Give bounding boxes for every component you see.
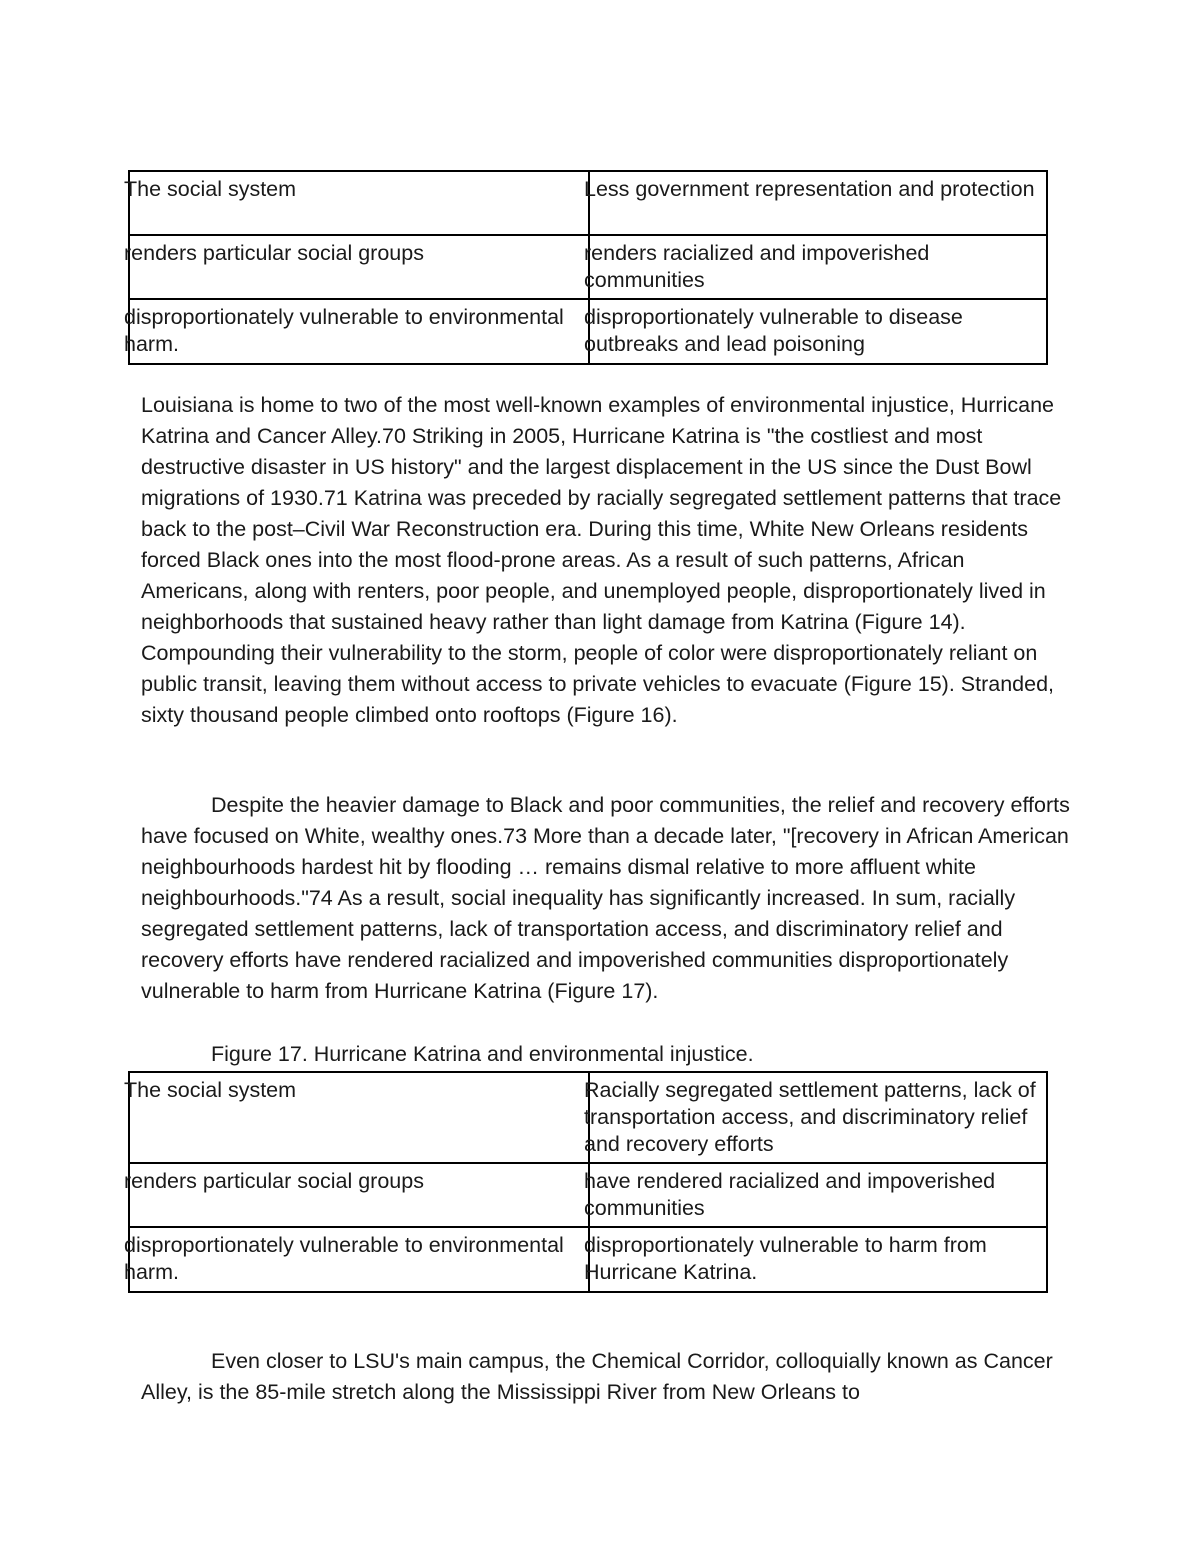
cell-text: The social system <box>124 177 297 201</box>
paragraph-katrina-intro: Louisiana is home to two of the most well-known examples of environmental injustice, Hurricane Katrina and Cancer Alley.70 Striking in 2005, Hurricane Katrina is "the costliest and most destructive disaster in US history" and the largest displacement in the US since the Dust Bowl migrations of 1930.71 Katrina was preceded by racially segregated settlement patterns that trace back to the post–Civil War Reconstruction era. During this time, White New Orleans residents forced Black ones into the most flood-prone areas. As a result of such patterns, African Americans, along with renters, poor people, and unemployed people, disproportionately lived in neighborhoods that sustained heavy rather than light damage from Katrina (Figure 14). Compounding their vulnerability to the storm, people of color were disproportionately reliant on public transit, leaving them without access to private vehicles to evacuate (Figure 15). Stranded, sixty thousand people climbed onto rooftops (Figure 16). <box>141 393 1062 727</box>
social-system-table-1 <box>124 170 1048 365</box>
table-row <box>129 1163 1047 1227</box>
table-cell <box>584 1227 1047 1292</box>
table-cell <box>584 1072 1047 1163</box>
table-cell <box>584 1163 1047 1227</box>
paragraph-relief-efforts: Despite the heavier damage to Black and poor communities, the relief and recovery efforts have focused on White, wealthy ones.73 More than a decade later, "[recovery in African American neighbourhoods hardest hit by flooding … remains dismal relative to more affluent white neighbourhoods."74 As a result, social inequality has significantly increased. In sum, racially segregated settlement patterns, lack of transportation access, and discriminatory relief and recovery efforts have rendered racialized and impoverished communities disproportionately vulnerable to harm from Hurricane Katrina (Figure 17). <box>141 793 1070 1003</box>
table-cell <box>124 299 589 364</box>
cell-text: disproportionately vulnerable to disease outbreaks and lead poisoning <box>584 305 963 356</box>
table-row <box>129 1072 1047 1163</box>
table-row <box>129 171 1047 235</box>
cell-text: disproportionately vulnerable to environmental harm. <box>124 305 564 356</box>
table-cell <box>584 171 1047 235</box>
paragraph-cancer-alley: Even closer to LSU's main campus, the Chemical Corridor, colloquially known as Cancer Alley, is the 85-mile stretch along the Mississippi River from New Orleans to <box>141 1349 1053 1404</box>
cell-text: disproportionately vulnerable to environmental harm. <box>124 1233 564 1284</box>
social-system-table-2 <box>124 1071 1048 1293</box>
table-row <box>129 1227 1047 1292</box>
cell-text: have rendered racialized and impoverished communities <box>584 1169 996 1220</box>
cell-text: The social system <box>124 1078 297 1102</box>
table-cell <box>584 235 1047 299</box>
table-cell <box>124 1227 589 1292</box>
cell-text: renders particular social groups <box>124 1169 424 1193</box>
figure-caption: Figure 17. Hurricane Katrina and environmental injustice. <box>211 1042 754 1066</box>
table-cell <box>124 1163 589 1227</box>
table-cell <box>124 171 589 235</box>
cell-text: renders racialized and impoverished communities <box>584 241 930 292</box>
cell-text: disproportionately vulnerable to harm from Hurricane Katrina. <box>584 1233 987 1284</box>
table-cell <box>124 235 589 299</box>
table-cell <box>124 1072 589 1163</box>
table-cell <box>584 299 1047 364</box>
cell-text: Racially segregated settlement patterns, lack of transportation access, and discriminatory relief and recovery efforts <box>584 1078 1036 1156</box>
cell-text: renders particular social groups <box>124 241 424 265</box>
table-row <box>129 235 1047 299</box>
cell-text: Less government representation and protection <box>584 177 1035 201</box>
table-row <box>129 299 1047 364</box>
